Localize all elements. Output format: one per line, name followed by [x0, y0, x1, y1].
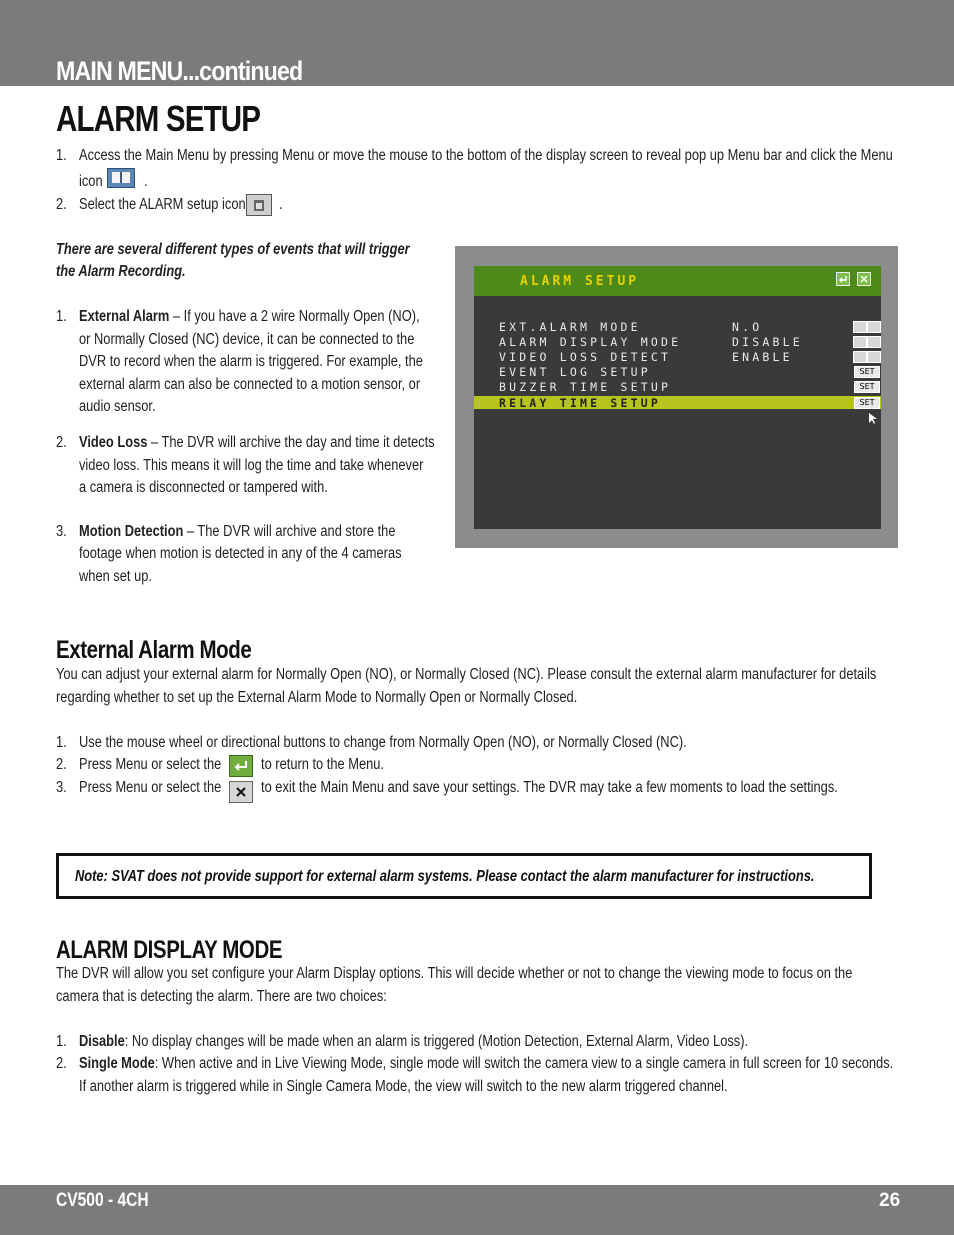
events-intro: There are several different types of events that will trigger: [56, 241, 410, 258]
event-item: [79, 432, 435, 455]
event-number: 2.: [56, 434, 67, 451]
mouse-cursor-icon: [869, 412, 877, 424]
step-text: to return to the Menu.: [261, 756, 385, 773]
return-icon: [836, 272, 850, 286]
display-option: [79, 1053, 893, 1076]
page-number: 26: [879, 1190, 901, 1211]
step-number: 2.: [56, 756, 67, 773]
event-number: 1.: [56, 308, 67, 325]
step-number: 3.: [56, 779, 67, 796]
menu-book-icon: [107, 168, 135, 188]
paragraph: You can adjust your external alarm for Normally Open (NO), or Normally Closed (NC). Please consult the external alarm manufacturer for details: [56, 666, 877, 683]
event-text: audio sensor.: [79, 398, 156, 415]
paragraph: regarding whether to set up the External Alarm Mode to Normally Open or Normally Closed.: [56, 689, 578, 706]
dvr-screen-image: [455, 246, 898, 548]
screen-title: ALARM SETUP: [520, 274, 640, 289]
event-text: external alarm can also be connected to a motion sensor, or: [79, 376, 421, 393]
screen-row-label: VIDEO LOSS DETECT: [499, 350, 672, 364]
event-term: Video Loss: [79, 434, 148, 451]
note-text: Note: SVAT does not provide support for external alarm systems. Please contact the alarm manufacturer for instructions.: [75, 868, 815, 885]
left-arrow-icon: [853, 321, 867, 333]
section-heading: External Alarm Mode: [56, 636, 252, 664]
step-text: icon: [79, 173, 103, 190]
event-text: – If you have a 2 wire Normally Open (NO),: [169, 308, 420, 325]
close-icon: [857, 272, 871, 286]
option-text: : No display changes will be made when an alarm is triggered (Motion Detection, External Alarm, Video Loss).: [124, 1033, 749, 1050]
event-number: 3.: [56, 523, 67, 540]
event-text: or Normally Closed (NC) device, it can be connected to the: [79, 331, 415, 348]
step-number: 1.: [56, 734, 67, 751]
event-text: a camera is disconnected or tampered with.: [79, 479, 328, 496]
step-text: .: [144, 173, 148, 190]
event-item: [79, 521, 395, 544]
section-title: MAIN MENU...continued: [56, 56, 303, 86]
event-text: – The DVR will archive the day and time it detects: [147, 434, 435, 451]
screen-row-label: RELAY TIME SETUP: [499, 396, 661, 410]
event-text: when set up.: [79, 568, 152, 585]
step-text: Press Menu or select the: [79, 779, 222, 796]
screen-row-value: N.O: [732, 320, 763, 334]
step-text: Use the mouse wheel or directional buttons to change from Normally Open (NO), or Normally Closed (NC).: [79, 734, 687, 751]
right-arrow-icon: [867, 336, 881, 348]
paragraph: The DVR will allow you set configure your Alarm Display options. This will decide whether or not to change the viewing mode to focus on the: [56, 965, 853, 982]
section-heading: ALARM DISPLAY MODE: [56, 936, 283, 964]
right-arrow-icon: [867, 351, 881, 363]
alarm-setup-icon: [246, 194, 272, 216]
screen-row-value: DISABLE: [732, 335, 803, 349]
screen-row-label: ALARM DISPLAY MODE: [499, 335, 682, 349]
event-term: External Alarm: [79, 308, 170, 325]
option-term: Single Mode: [79, 1055, 155, 1072]
option-text: If another alarm is triggered while in Single Camera Mode, the view will switch to the new alarm triggered channel.: [79, 1078, 728, 1095]
option-text: : When active and in Live Viewing Mode, single mode will switch the camera view to a single camera in full screen for 10 seconds.: [154, 1055, 894, 1072]
close-x-icon: [229, 781, 253, 803]
screen-row-label: EXT.ALARM MODE: [499, 320, 641, 334]
left-arrow-icon: [853, 351, 867, 363]
screen-row-value: ENABLE: [732, 350, 793, 364]
step-text: Press Menu or select the: [79, 756, 222, 773]
event-text: video loss. This means it will log the time and take whenever: [79, 457, 424, 474]
step-text: to exit the Main Menu and save your settings. The DVR may take a few moments to load the settings.: [261, 779, 838, 796]
note-box: [56, 853, 872, 899]
step-text: Access the Main Menu by pressing Menu or move the mouse to the bottom of the display screen to reveal pop up Menu bar and click the Menu: [79, 147, 893, 164]
screen-row-label: EVENT LOG SETUP: [499, 365, 651, 379]
step-number: 2.: [56, 196, 67, 213]
step-text: Select the ALARM setup icon: [79, 196, 246, 213]
item-number: 1.: [56, 1033, 67, 1050]
set-button: SET: [854, 381, 880, 393]
return-arrow-icon: [229, 755, 253, 777]
item-number: 2.: [56, 1055, 67, 1072]
set-button: SET: [854, 366, 880, 378]
event-text: – The DVR will archive and store the: [183, 523, 396, 540]
display-option: [79, 1031, 748, 1054]
page-title: ALARM SETUP: [56, 98, 261, 139]
paragraph: camera that is detecting the alarm. There are two choices:: [56, 988, 387, 1005]
screen-row-label: BUZZER TIME SETUP: [499, 380, 672, 394]
left-arrow-icon: [853, 336, 867, 348]
right-arrow-icon: [867, 321, 881, 333]
step-text: .: [279, 196, 283, 213]
option-term: Disable: [79, 1033, 125, 1050]
event-term: Motion Detection: [79, 523, 184, 540]
footer-model: CV500 - 4CH: [56, 1190, 149, 1211]
events-intro: the Alarm Recording.: [56, 263, 186, 280]
step-number: 1.: [56, 147, 67, 164]
screen-title-bar: [474, 266, 881, 296]
event-text: footage when motion is detected in any of the 4 cameras: [79, 545, 402, 562]
event-text: DVR to record when the alarm is triggered. For example, the: [79, 353, 423, 370]
alarm-setup-screen: [474, 266, 881, 529]
event-item: [79, 306, 420, 329]
set-button: SET: [854, 397, 880, 409]
